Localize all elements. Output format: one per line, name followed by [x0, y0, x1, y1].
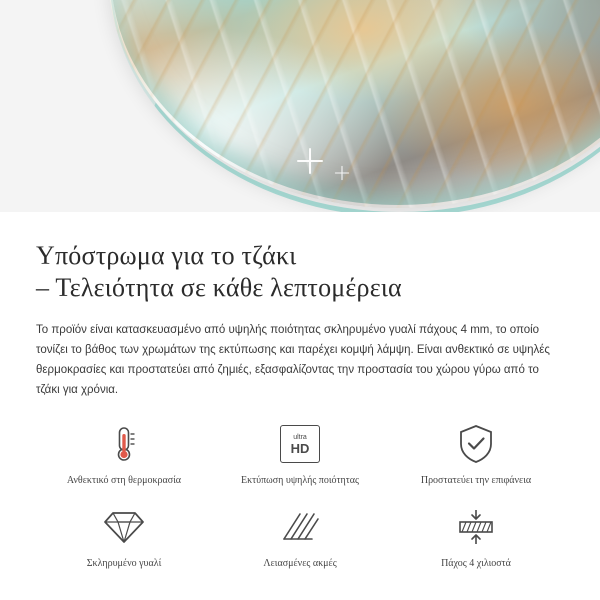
thermometer-icon [107, 422, 141, 466]
feature-item-print-quality [212, 422, 388, 487]
diamond-icon [103, 505, 145, 549]
title-line-1: Υπόστρωμα για το τζάκι [36, 241, 297, 270]
feature-label: Εκτύπωση υψηλής ποιότητας [241, 475, 359, 486]
product-description-text: Το προϊόν είναι κατασκευασμένο από υψηλής ποιότητας σκληρυμένο γυαλί πάχους 4 mm, το οποίο τονίζει το βάθος των χρωμάτων της εκτύπωσης και παρέχει κομψή λάμψη. Είναι ανθεκτικό σε υψηλές θερμοκρασίες και προστατεύει από ζημιές, εξασφαλίζοντας την προστασία του χώρου γύρω από το τζάκι για χρόνια. [36, 324, 550, 396]
ultra-hd-icon [280, 422, 320, 466]
hero-image [0, 0, 600, 212]
page-title [36, 240, 564, 304]
content-section [0, 212, 600, 570]
feature-label: Λειασμένες ακμές [263, 558, 337, 569]
title-line-2: – Τελειότητα σε κάθε λεπτομέρεια [36, 273, 402, 302]
polished-edges-icon [280, 505, 320, 549]
feature-item-surface-protection [388, 422, 564, 487]
feature-item-polished-edges [212, 505, 388, 570]
feature-label: Σκληρυμένο γυαλί [86, 558, 162, 569]
feature-item-tempered-glass [36, 505, 212, 570]
ultra-hd-badge-bottom: HD [290, 440, 310, 456]
feature-label: Προστατεύει την επιφάνεια [420, 475, 532, 486]
ultra-hd-badge-top: ultra [293, 433, 307, 441]
feature-item-temperature [36, 422, 212, 487]
thickness-icon [455, 505, 497, 549]
feature-grid-row-1 [36, 422, 564, 487]
feature-label: Πάχος 4 χιλιοστά [441, 558, 511, 569]
feature-label: Ανθεκτικό στη θερμοκρασία [66, 475, 182, 486]
shield-check-icon [456, 422, 496, 466]
feature-grid-row-2 [36, 505, 564, 570]
feature-item-thickness [388, 505, 564, 570]
